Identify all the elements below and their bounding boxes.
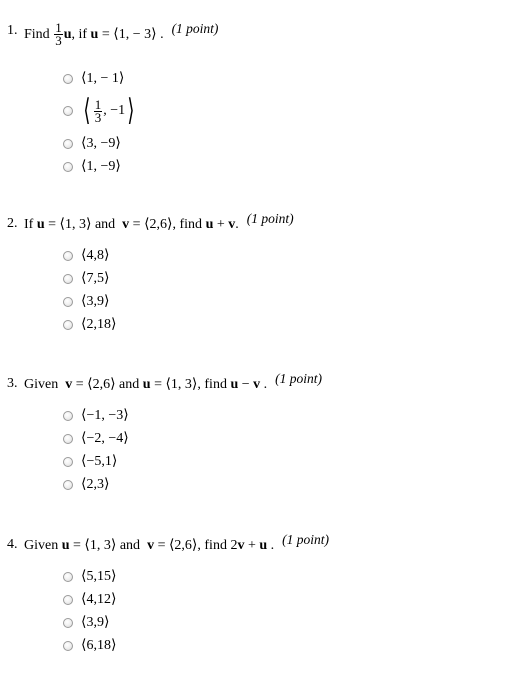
answer-option[interactable] (63, 404, 129, 427)
answer-option[interactable] (63, 313, 116, 336)
left-angle-bracket: ⟨ (83, 94, 91, 127)
radio-button[interactable] (63, 274, 73, 284)
question-number: 1. (7, 23, 18, 38)
answer-label: ⟨2,3⟩ (81, 476, 110, 492)
question-number: 3. (7, 376, 18, 391)
expr-term-a: u (205, 217, 214, 232)
operator: − (241, 377, 250, 392)
answer-options (63, 565, 116, 657)
answer-label: ⟨3, −9⟩ (81, 135, 121, 151)
vector-u: u (63, 26, 72, 42)
question-prompt (24, 211, 294, 233)
answer-option[interactable] (63, 132, 137, 155)
answer-label: ⟨3,9⟩ (81, 614, 110, 630)
fraction-numerator: 1 (55, 20, 62, 35)
vector-v: v (147, 538, 155, 553)
prompt-find: , find (197, 377, 227, 392)
answer-option[interactable] (63, 90, 137, 132)
answer-label: ⟨1, −9⟩ (81, 158, 121, 174)
expr-term-a: u (230, 377, 239, 392)
prompt-find: , find (197, 538, 227, 553)
question-number: 2. (7, 216, 18, 231)
points-label: (1 point) (275, 371, 323, 386)
answer-rest: , −1 (103, 103, 126, 118)
radio-button[interactable] (63, 434, 73, 444)
operator: + (216, 217, 225, 232)
prompt-prefix: Find (24, 26, 50, 42)
fraction (54, 22, 63, 47)
answer-option[interactable] (63, 611, 116, 634)
fraction-denominator: 3 (55, 33, 62, 48)
vector-value: = ⟨2,6⟩ (75, 377, 116, 392)
operator: + (247, 538, 256, 553)
answer-option[interactable] (63, 427, 129, 450)
radio-button[interactable] (63, 480, 73, 490)
answer-option[interactable] (63, 473, 129, 496)
question-prompt (24, 22, 218, 47)
conjunction: and (119, 538, 141, 553)
fraction-denominator: 3 (94, 109, 102, 125)
answer-label: ⟨−5,1⟩ (81, 453, 118, 469)
prompt-tail: . (235, 217, 239, 232)
radio-button[interactable] (63, 74, 73, 84)
answer-option[interactable] (63, 267, 116, 290)
answer-label: ⟨−2, −4⟩ (81, 430, 129, 446)
vector-v: v (122, 217, 130, 232)
question-prompt (24, 371, 323, 393)
answer-option[interactable] (63, 588, 116, 611)
vector-v: v (65, 377, 73, 392)
answer-label: ⟨4,8⟩ (81, 247, 110, 263)
coefficient: 2 (230, 538, 238, 553)
conjunction: and (119, 377, 140, 392)
prompt-prefix: Given (24, 538, 59, 553)
vector-value: = ⟨1, 3⟩ (73, 538, 117, 553)
radio-button[interactable] (63, 618, 73, 628)
answer-label: ⟨5,15⟩ (81, 568, 117, 584)
points-label: (1 point) (171, 20, 219, 36)
vector-value: = ⟨1, 3⟩ (154, 377, 198, 392)
answer-label: ⟨7,5⟩ (81, 270, 110, 286)
prompt-prefix: Given (24, 377, 59, 392)
vector-value: = ⟨1, 3⟩ (48, 217, 92, 232)
radio-button[interactable] (63, 251, 73, 261)
vector-value: = ⟨2,6⟩ (132, 217, 173, 232)
vector-u: u (90, 26, 99, 42)
answer-option[interactable] (63, 67, 137, 90)
radio-button[interactable] (63, 320, 73, 330)
answer-options (63, 67, 137, 178)
answer-label (81, 96, 137, 126)
expr-term-a: v (237, 538, 245, 553)
vector-u: u (61, 538, 70, 553)
answer-option[interactable] (63, 155, 137, 178)
radio-button[interactable] (63, 595, 73, 605)
answer-label: ⟨6,18⟩ (81, 637, 117, 653)
vector-u: u (142, 377, 151, 392)
fraction-numerator: 1 (94, 96, 102, 112)
answer-option[interactable] (63, 290, 116, 313)
vector-u: u (36, 217, 45, 232)
prompt-tail: . (270, 538, 275, 553)
answer-label: ⟨2,18⟩ (81, 316, 117, 332)
radio-button[interactable] (63, 297, 73, 307)
points-label: (1 point) (246, 211, 294, 226)
fraction (94, 96, 103, 125)
answer-label: ⟨1, − 1⟩ (81, 70, 125, 86)
radio-button[interactable] (63, 641, 73, 651)
conjunction: and (94, 217, 116, 232)
answer-options (63, 244, 116, 336)
answer-option[interactable] (63, 450, 129, 473)
radio-button[interactable] (63, 139, 73, 149)
expr-term-b: u (259, 538, 268, 553)
prompt-prefix: If (24, 217, 34, 232)
radio-button[interactable] (63, 411, 73, 421)
radio-button[interactable] (63, 162, 73, 172)
prompt-mid: , if (71, 26, 88, 42)
vector-value: = ⟨1, − 3⟩ (101, 26, 157, 42)
question-prompt (24, 532, 330, 554)
answer-option[interactable] (63, 565, 116, 588)
expr-term-b: v (253, 377, 261, 392)
prompt-tail: . (263, 377, 268, 392)
prompt-find: , find (172, 217, 203, 232)
prompt-tail: . (160, 26, 164, 42)
points-label: (1 point) (282, 532, 330, 547)
radio-button[interactable] (63, 572, 73, 582)
expr-term-b: v (228, 217, 236, 232)
radio-button[interactable] (63, 106, 73, 116)
answer-options (63, 404, 129, 496)
answer-label: ⟨4,12⟩ (81, 591, 117, 607)
answer-label: ⟨3,9⟩ (81, 293, 110, 309)
question-number: 4. (7, 537, 18, 552)
vector-value: = ⟨2,6⟩ (157, 538, 198, 553)
answer-option[interactable] (63, 244, 116, 267)
right-angle-bracket: ⟩ (127, 94, 135, 127)
radio-button[interactable] (63, 457, 73, 467)
answer-label: ⟨−1, −3⟩ (81, 407, 129, 423)
answer-option[interactable] (63, 634, 116, 657)
